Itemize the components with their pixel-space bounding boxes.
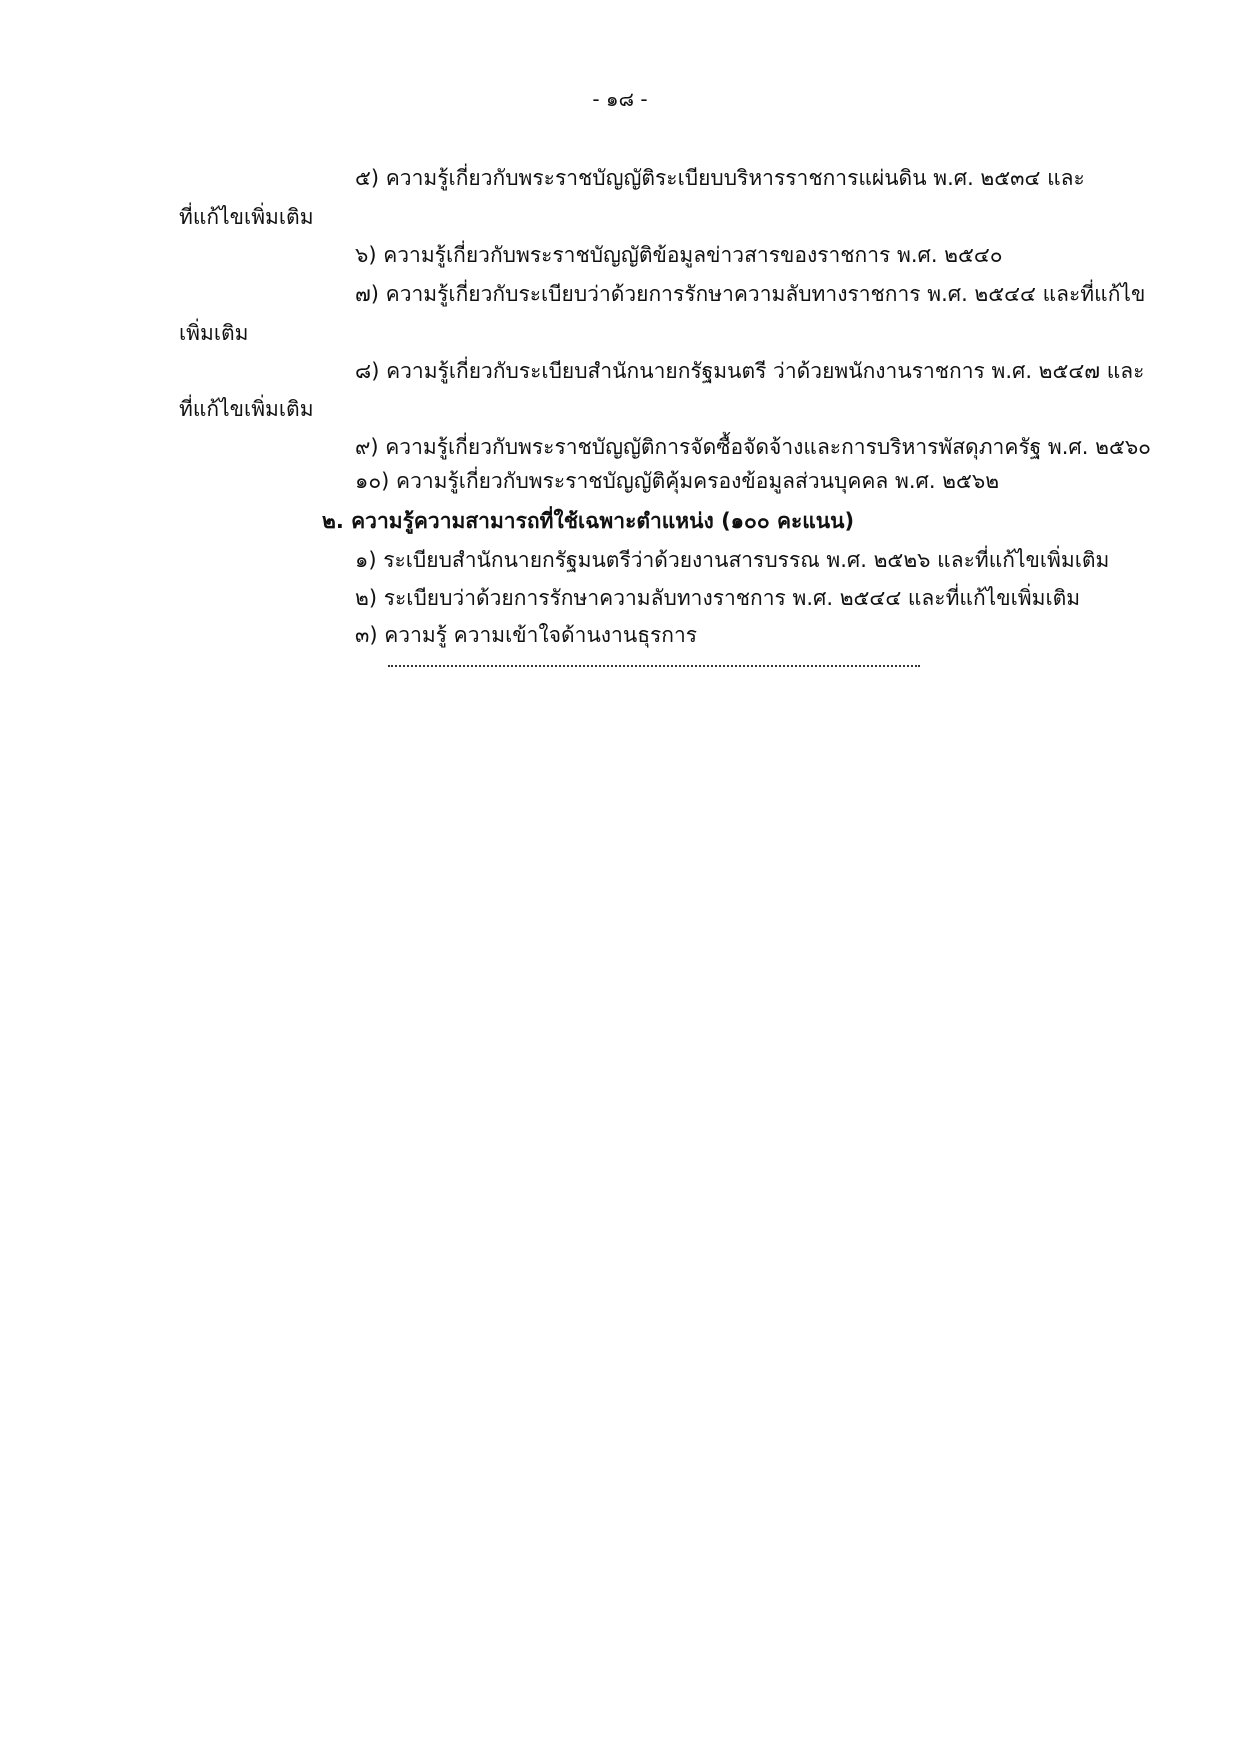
item-5-continuation: ที่แก้ไขเพิ่มเติม [179,205,314,229]
item-7: ๗) ความรู้เกี่ยวกับระเบียบว่าด้วยการรักษาความลับทางราชการ พ.ศ. ๒๕๔๔ และที่แก้ไข [355,282,1146,306]
item-7-continuation: เพิ่มเติม [179,321,249,345]
section-2-item-3: ๓) ความรู้ ความเข้าใจด้านงานธุรการ [355,623,698,647]
section-2-item-1: ๑) ระเบียบสำนักนายกรัฐมนตรีว่าด้วยงานสารบรรณ พ.ศ. ๒๕๒๖ และที่แก้ไขเพิ่มเติม [355,548,1110,572]
item-10: ๑๐) ความรู้เกี่ยวกับพระราชบัญญัติคุ้มครองข้อมูลส่วนบุคคล พ.ศ. ๒๕๖๒ [355,469,1000,493]
dotted-end-line [388,663,920,667]
section-2-item-2: ๒) ระเบียบว่าด้วยการรักษาความลับทางราชการ พ.ศ. ๒๕๔๔ และที่แก้ไขเพิ่มเติม [355,586,1081,610]
item-5: ๕) ความรู้เกี่ยวกับพระราชบัญญัติระเบียบบริหารราชการแผ่นดิน พ.ศ. ๒๕๓๔ และ [355,166,1085,190]
item-6: ๖) ความรู้เกี่ยวกับพระราชบัญญัติข้อมูลข่าวสารของราชการ พ.ศ. ๒๕๔๐ [355,243,1003,267]
item-8-continuation: ที่แก้ไขเพิ่มเติม [179,397,314,421]
section-2-heading: ๒. ความรู้ความสามารถที่ใช้เฉพาะตำแหน่ง (๑๐๐ คะแนน) [322,509,855,533]
item-9: ๙) ความรู้เกี่ยวกับพระราชบัญญัติการจัดซื้อจัดจ้างและการบริหารพัสดุภาครัฐ พ.ศ. ๒๕๖๐ [355,435,1152,459]
item-8: ๘) ความรู้เกี่ยวกับระเบียบสำนักนายกรัฐมนตรี ว่าด้วยพนักงานราชการ พ.ศ. ๒๕๔๗ และ [355,359,1145,383]
page-number: - ๑๘ - [592,87,648,111]
